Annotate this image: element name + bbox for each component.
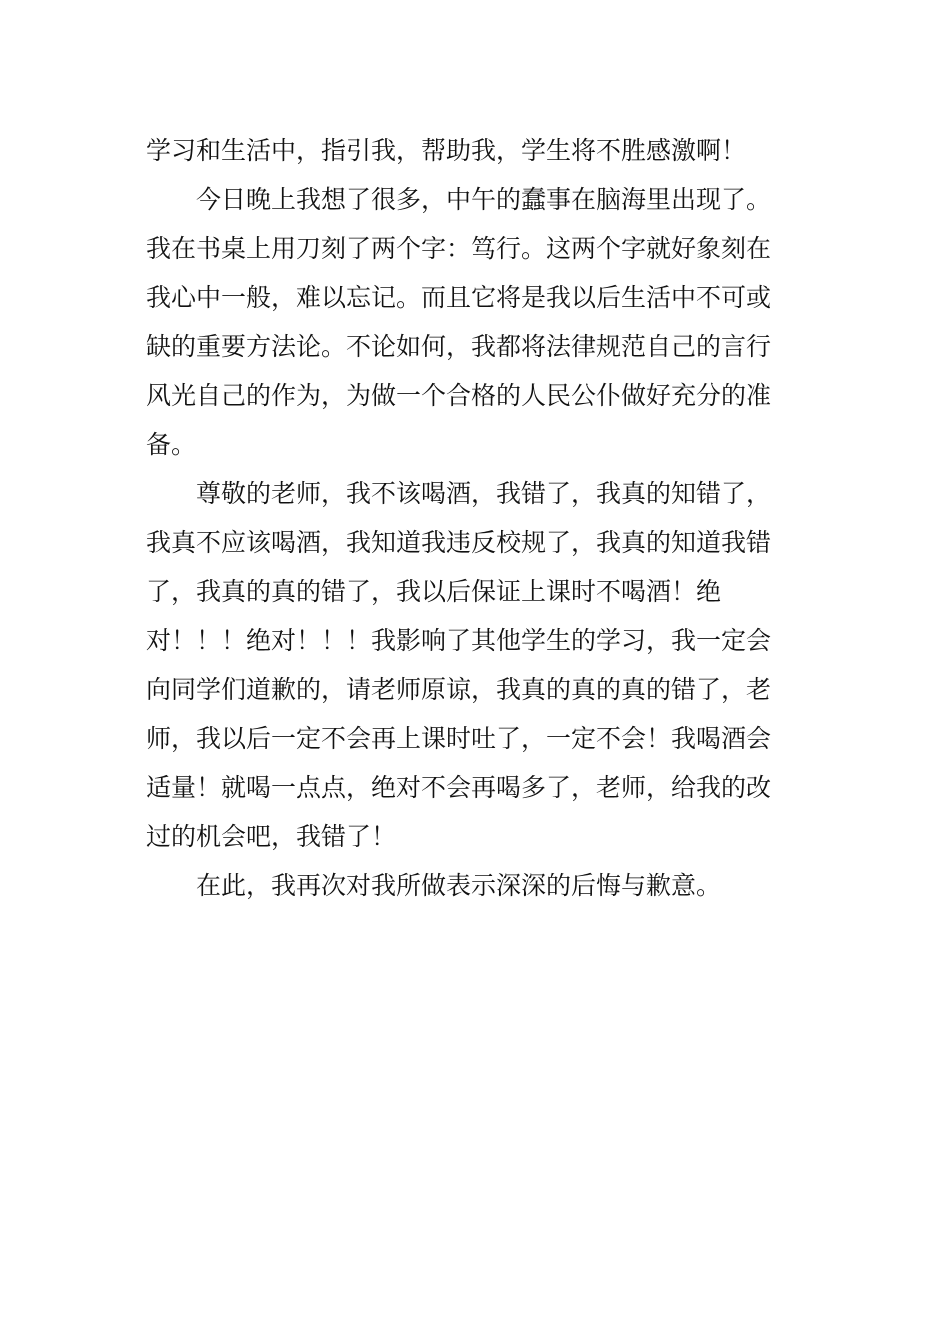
paragraph-4: 在此，我再次对我所做表示深深的后悔与歉意。 xyxy=(196,871,722,900)
paragraph-1: 学习和生活中，指引我，帮助我，学生将不胜感激啊！ xyxy=(146,136,747,165)
paragraph-2: 今日晚上我想了很多，中午的蠢事在脑海里出现了。 我在书桌上用刀刻了两个字：笃行。这两个字就好象刻在 我心中一般，难以忘记。而且它将是我以后生活中不可或 缺的重要方法论。不论如何，我都将法律规范自己的言行 风光自己的作为，为做一个合格的人民公仆做好充分的准 备。 xyxy=(146,185,772,459)
paragraph-3: 尊敬的老师，我不该喝酒，我错了，我真的知错了， 我真不应该喝酒，我知道我违反校规了，我真的知道我错 了，我真的真的错了，我以后保证上课时不喝酒！绝 对！！！绝对！！！我影响了其他学生的学习，我一定会 向同学们道歉的，请老师原谅，我真的真的真的错了，老 师，我以后一定不会再上课时吐了，一定不会！我喝酒会 适量！就喝一点点，绝对不会再喝多了，老师，给我的改 过的机会吧，我错了！ xyxy=(146,479,772,851)
document-body xyxy=(146,126,811,910)
